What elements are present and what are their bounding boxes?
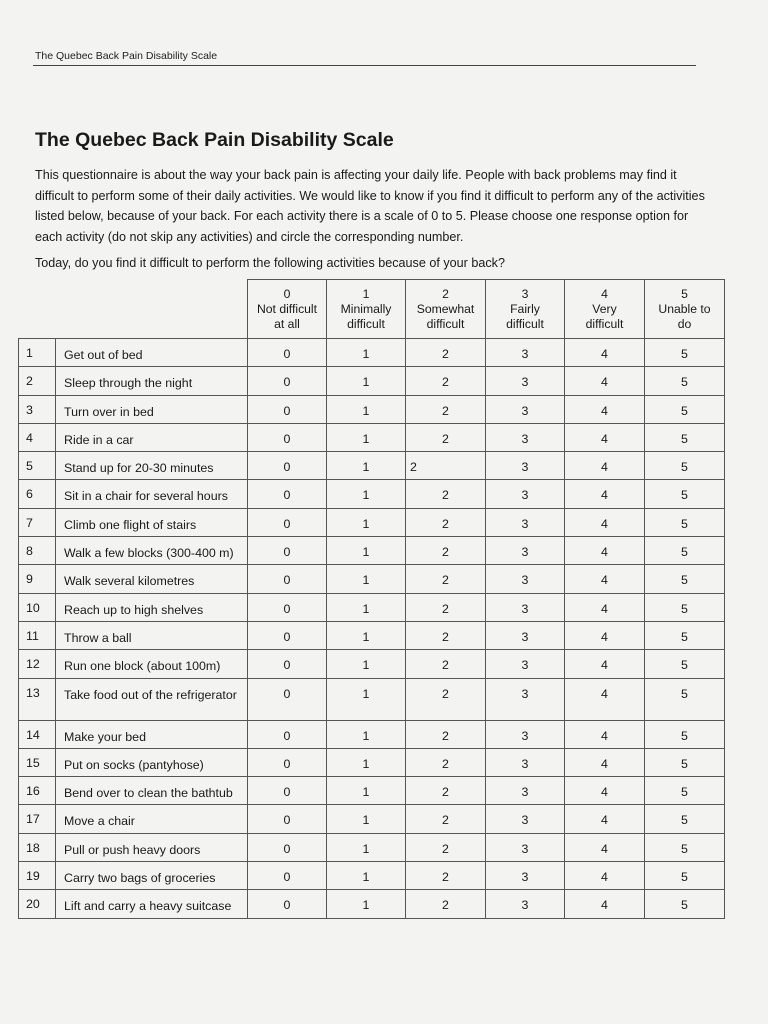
response-option[interactable]: 2 <box>406 395 486 423</box>
table-row <box>19 593 725 621</box>
response-option[interactable]: 0 <box>248 367 327 395</box>
item-number: 8 <box>19 537 56 565</box>
response-option[interactable]: 4 <box>565 339 645 367</box>
response-option[interactable]: 3 <box>486 508 565 536</box>
response-option[interactable]: 5 <box>645 650 725 678</box>
response-option[interactable]: 3 <box>486 720 565 748</box>
activity-label: Make your bed <box>56 720 248 748</box>
response-option[interactable]: 4 <box>565 650 645 678</box>
response-option[interactable]: 0 <box>248 621 327 649</box>
item-number: 5 <box>19 452 56 480</box>
response-option[interactable]: 2 <box>406 678 486 720</box>
response-option[interactable]: 4 <box>565 890 645 918</box>
response-option[interactable]: 3 <box>486 593 565 621</box>
table-row <box>19 339 725 367</box>
response-option[interactable]: 5 <box>645 480 725 508</box>
response-option[interactable]: 2 <box>406 650 486 678</box>
table-row <box>19 862 725 890</box>
column-header: 4 Very difficult <box>565 280 645 339</box>
response-option[interactable]: 5 <box>645 339 725 367</box>
table-row <box>19 367 725 395</box>
response-option[interactable]: 2 <box>406 833 486 861</box>
item-number: 18 <box>19 833 56 861</box>
table-row <box>19 452 725 480</box>
item-number: 10 <box>19 593 56 621</box>
item-number: 20 <box>19 890 56 918</box>
response-option[interactable]: 1 <box>327 805 406 833</box>
response-option[interactable]: 1 <box>327 678 406 720</box>
header-blank <box>19 280 248 339</box>
response-option[interactable]: 0 <box>248 748 327 776</box>
response-option[interactable]: 2 <box>406 452 486 480</box>
activity-label: Put on socks (pantyhose) <box>56 748 248 776</box>
page-title: The Quebec Back Pain Disability Scale <box>35 129 394 151</box>
response-option[interactable]: 4 <box>565 805 645 833</box>
response-option[interactable]: 1 <box>327 452 406 480</box>
response-option[interactable]: 3 <box>486 621 565 649</box>
response-option[interactable]: 4 <box>565 537 645 565</box>
table-row <box>19 890 725 918</box>
response-option[interactable]: 0 <box>248 423 327 451</box>
column-header: 2 Somewhat difficult <box>406 280 486 339</box>
activity-label: Walk several kilometres <box>56 565 248 593</box>
response-option[interactable]: 5 <box>645 805 725 833</box>
response-option[interactable]: 5 <box>645 367 725 395</box>
response-option[interactable]: 4 <box>565 833 645 861</box>
response-option[interactable]: 3 <box>486 395 565 423</box>
column-header: 3 Fairly difficult <box>486 280 565 339</box>
header-divider <box>33 65 696 66</box>
response-option[interactable]: 0 <box>248 537 327 565</box>
item-number: 9 <box>19 565 56 593</box>
response-option[interactable]: 3 <box>486 480 565 508</box>
item-number: 14 <box>19 720 56 748</box>
response-option[interactable]: 0 <box>248 862 327 890</box>
response-option[interactable]: 0 <box>248 452 327 480</box>
table-row <box>19 805 725 833</box>
response-option[interactable]: 2 <box>406 565 486 593</box>
item-number: 15 <box>19 748 56 776</box>
table-row <box>19 678 725 720</box>
activity-label: Turn over in bed <box>56 395 248 423</box>
item-number: 12 <box>19 650 56 678</box>
response-option[interactable]: 1 <box>327 777 406 805</box>
response-option[interactable]: 4 <box>565 367 645 395</box>
table-row <box>19 565 725 593</box>
activity-label: Get out of bed <box>56 339 248 367</box>
response-option[interactable]: 5 <box>645 537 725 565</box>
activity-label: Bend over to clean the bathtub <box>56 777 248 805</box>
activity-label: Climb one flight of stairs <box>56 508 248 536</box>
table-row <box>19 621 725 649</box>
response-option[interactable]: 3 <box>486 423 565 451</box>
response-option[interactable]: 1 <box>327 833 406 861</box>
response-option[interactable]: 2 <box>406 593 486 621</box>
table-row <box>19 720 725 748</box>
response-option[interactable]: 4 <box>565 452 645 480</box>
item-number: 11 <box>19 621 56 649</box>
response-option[interactable]: 0 <box>248 720 327 748</box>
response-option[interactable]: 3 <box>486 890 565 918</box>
response-option[interactable]: 5 <box>645 777 725 805</box>
response-option[interactable]: 3 <box>486 862 565 890</box>
activity-label: Carry two bags of groceries <box>56 862 248 890</box>
response-option[interactable]: 3 <box>486 650 565 678</box>
table-row <box>19 833 725 861</box>
response-option[interactable]: 2 <box>406 890 486 918</box>
activity-label: Run one block (about 100m) <box>56 650 248 678</box>
item-number: 16 <box>19 777 56 805</box>
response-option[interactable]: 1 <box>327 395 406 423</box>
response-option[interactable]: 5 <box>645 833 725 861</box>
table-row <box>19 777 725 805</box>
response-option[interactable]: 5 <box>645 452 725 480</box>
response-option[interactable]: 0 <box>248 508 327 536</box>
response-option[interactable]: 0 <box>248 805 327 833</box>
response-option[interactable]: 3 <box>486 805 565 833</box>
response-option[interactable]: 5 <box>645 720 725 748</box>
response-option[interactable]: 1 <box>327 890 406 918</box>
item-number: 19 <box>19 862 56 890</box>
response-option[interactable]: 0 <box>248 593 327 621</box>
response-option[interactable]: 1 <box>327 367 406 395</box>
response-option[interactable]: 5 <box>645 565 725 593</box>
response-option[interactable]: 5 <box>645 678 725 720</box>
response-option[interactable]: 5 <box>645 593 725 621</box>
item-number: 6 <box>19 480 56 508</box>
response-option[interactable]: 3 <box>486 339 565 367</box>
response-option[interactable]: 4 <box>565 748 645 776</box>
question-prompt: Today, do you find it difficult to perform the following activities because of your back? <box>35 256 505 270</box>
response-option[interactable]: 1 <box>327 565 406 593</box>
item-number: 1 <box>19 339 56 367</box>
response-option[interactable]: 0 <box>248 890 327 918</box>
item-number: 7 <box>19 508 56 536</box>
activity-rows <box>19 339 725 919</box>
response-option[interactable]: 1 <box>327 508 406 536</box>
response-option[interactable]: 2 <box>406 720 486 748</box>
response-option[interactable]: 4 <box>565 678 645 720</box>
item-number: 13 <box>19 678 56 720</box>
item-number: 3 <box>19 395 56 423</box>
response-option[interactable]: 1 <box>327 621 406 649</box>
table-row <box>19 748 725 776</box>
response-option[interactable]: 0 <box>248 565 327 593</box>
column-header: 1 Minimally difficult <box>327 280 406 339</box>
response-option[interactable]: 5 <box>645 395 725 423</box>
activity-label: Take food out of the refrigerator <box>56 678 248 720</box>
activity-label: Move a chair <box>56 805 248 833</box>
response-option[interactable]: 4 <box>565 565 645 593</box>
response-option[interactable]: 2 <box>406 367 486 395</box>
response-option[interactable]: 0 <box>248 395 327 423</box>
response-option[interactable]: 5 <box>645 508 725 536</box>
disability-scale-table <box>18 279 725 919</box>
response-option[interactable]: 0 <box>248 678 327 720</box>
response-option[interactable]: 1 <box>327 423 406 451</box>
response-option[interactable]: 0 <box>248 777 327 805</box>
response-option[interactable]: 2 <box>406 621 486 649</box>
response-option[interactable]: 5 <box>645 862 725 890</box>
response-option[interactable]: 4 <box>565 508 645 536</box>
response-option[interactable]: 3 <box>486 833 565 861</box>
response-option[interactable]: 3 <box>486 565 565 593</box>
activity-label: Sit in a chair for several hours <box>56 480 248 508</box>
response-option[interactable]: 1 <box>327 339 406 367</box>
response-option[interactable]: 3 <box>486 452 565 480</box>
activity-label: Reach up to high shelves <box>56 593 248 621</box>
response-option[interactable]: 2 <box>406 777 486 805</box>
response-option[interactable]: 2 <box>406 480 486 508</box>
response-option[interactable]: 2 <box>406 805 486 833</box>
activity-label: Ride in a car <box>56 423 248 451</box>
response-option[interactable]: 1 <box>327 720 406 748</box>
response-option[interactable]: 5 <box>645 748 725 776</box>
response-option[interactable]: 4 <box>565 395 645 423</box>
response-option[interactable]: 3 <box>486 367 565 395</box>
response-option[interactable]: 1 <box>327 593 406 621</box>
response-option[interactable]: 2 <box>406 537 486 565</box>
response-option[interactable]: 1 <box>327 748 406 776</box>
response-option[interactable]: 3 <box>486 748 565 776</box>
table-row <box>19 508 725 536</box>
activity-label: Walk a few blocks (300-400 m) <box>56 537 248 565</box>
activity-label: Stand up for 20-30 minutes <box>56 452 248 480</box>
response-option[interactable]: 3 <box>486 777 565 805</box>
response-option[interactable]: 4 <box>565 777 645 805</box>
header-row <box>19 280 725 339</box>
response-option[interactable]: 4 <box>565 593 645 621</box>
response-option[interactable]: 5 <box>645 423 725 451</box>
response-option[interactable]: 5 <box>645 890 725 918</box>
activity-label: Throw a ball <box>56 621 248 649</box>
table-row <box>19 650 725 678</box>
item-number: 2 <box>19 367 56 395</box>
table-row <box>19 395 725 423</box>
column-header: 5 Unable to do <box>645 280 725 339</box>
response-option[interactable]: 2 <box>406 423 486 451</box>
response-option[interactable]: 2 <box>406 508 486 536</box>
response-option[interactable]: 2 <box>406 339 486 367</box>
response-option[interactable]: 5 <box>645 621 725 649</box>
response-option[interactable]: 2 <box>406 748 486 776</box>
activity-label: Pull or push heavy doors <box>56 833 248 861</box>
table-row <box>19 480 725 508</box>
response-option[interactable]: 4 <box>565 720 645 748</box>
activity-label: Sleep through the night <box>56 367 248 395</box>
intro-paragraph: This questionnaire is about the way your back pain is affecting your daily life. People with back problems may find it difficult to perform some of their daily activities. We would like to know if you find it difficult to perform any of the activities listed below, because of your back. For each activity there is a scale of 0 to 5. Please choose one response option for each activity (do not skip any activities) and circle the corresponding number. <box>35 168 705 244</box>
item-number: 4 <box>19 423 56 451</box>
table-row <box>19 537 725 565</box>
response-option[interactable]: 0 <box>248 650 327 678</box>
response-option[interactable]: 1 <box>327 537 406 565</box>
response-option[interactable]: 4 <box>565 621 645 649</box>
item-number: 17 <box>19 805 56 833</box>
response-option[interactable]: 0 <box>248 339 327 367</box>
response-option[interactable]: 1 <box>327 480 406 508</box>
table-row <box>19 423 725 451</box>
response-option[interactable]: 3 <box>486 678 565 720</box>
response-option[interactable]: 4 <box>565 862 645 890</box>
response-option[interactable]: 4 <box>565 423 645 451</box>
activity-label: Lift and carry a heavy suitcase <box>56 890 248 918</box>
response-option[interactable]: 1 <box>327 650 406 678</box>
response-option[interactable]: 0 <box>248 833 327 861</box>
response-option[interactable]: 0 <box>248 480 327 508</box>
response-option[interactable]: 4 <box>565 480 645 508</box>
response-option[interactable]: 2 <box>406 862 486 890</box>
response-option[interactable]: 3 <box>486 537 565 565</box>
column-header: 0 Not difficult at all <box>248 280 327 339</box>
running-header: The Quebec Back Pain Disability Scale <box>35 50 218 62</box>
response-option[interactable]: 1 <box>327 862 406 890</box>
